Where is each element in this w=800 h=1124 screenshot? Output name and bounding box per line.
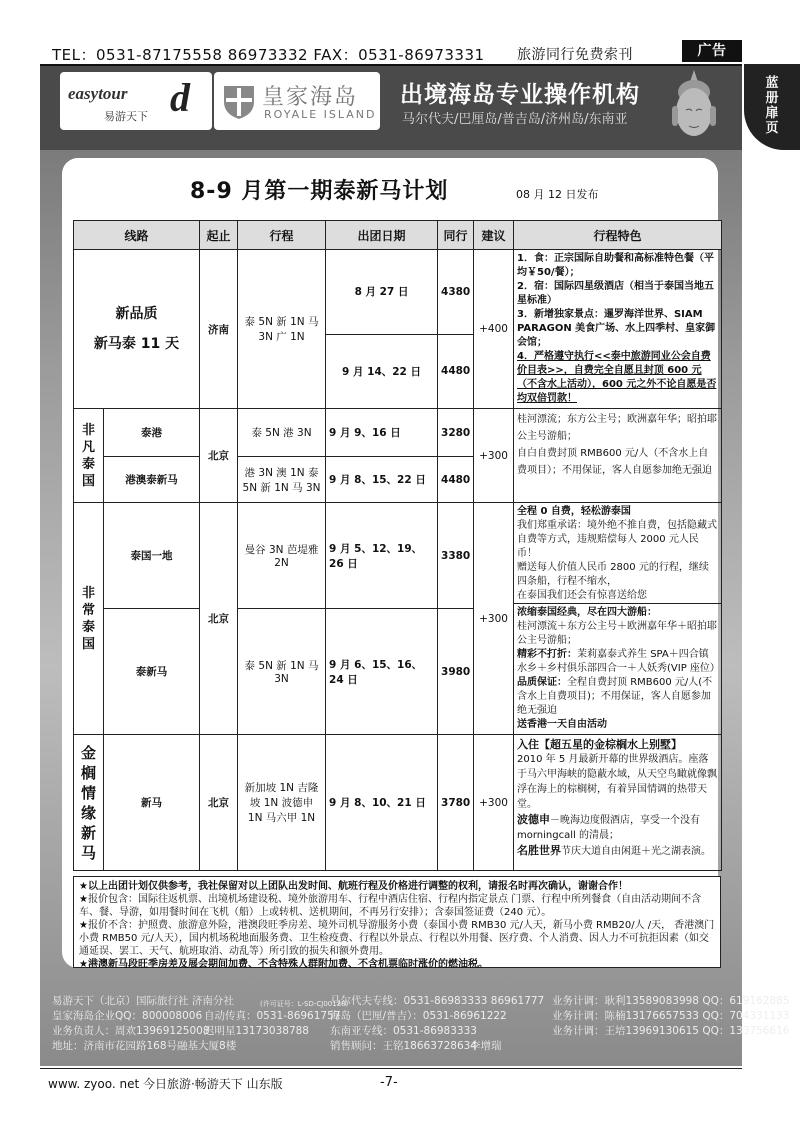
side-tab-label: 蓝册扉页 bbox=[765, 76, 779, 136]
buddha-head-icon bbox=[662, 68, 726, 148]
feature-text: －晚海边度假酒店，享受一个没有 morningcall 的清晨； bbox=[517, 815, 701, 841]
feature-label: 波德申 bbox=[517, 813, 551, 826]
route-price: 4480 bbox=[438, 457, 474, 503]
feature-line bbox=[517, 843, 718, 859]
page-footer bbox=[40, 1068, 742, 1093]
feature-line bbox=[517, 676, 718, 718]
contact-line: 皇家海岛企业QQ：800008006 bbox=[52, 1010, 203, 1022]
col-itinerary: 行程 bbox=[238, 221, 326, 250]
col-price: 同行 bbox=[438, 221, 474, 250]
route-suggest: +400 bbox=[474, 250, 514, 409]
logo-mark: d bbox=[170, 75, 190, 120]
plan-title: 8-9 月第一期泰新马计划 bbox=[190, 179, 449, 204]
route-city: 济南 bbox=[200, 250, 238, 409]
col-suggest: 建议 bbox=[474, 221, 514, 250]
col-city: 起止 bbox=[200, 221, 238, 250]
feature-text: 节庆大道自由闲逛＋光之湖表演。 bbox=[561, 846, 712, 857]
easytour-logo bbox=[60, 72, 212, 130]
route-date: 9 月 5、12、19、26 日 bbox=[326, 503, 438, 609]
route-itinerary: 泰 5N 港 3N bbox=[238, 409, 326, 457]
route-features bbox=[514, 250, 722, 409]
table-row bbox=[74, 409, 722, 457]
route-price: 4380 bbox=[438, 250, 474, 335]
route-features bbox=[514, 409, 722, 503]
feature-text: 茉莉嘉泰式养生 SPA＋四合镇水乡＋乡村俱乐部四合一＋人妖秀(VIP 座位） bbox=[517, 649, 720, 674]
note-line: ★报价包含：国际往返机票、出境机场建设税、境外旅游用车、行程中酒店住宿、行程内指定景点 门票、行程中所列餐食（自由活动期间不含车、餐、导游，如用餐时间在飞机（船）上或转机、送机期间，不再另行安排）；含泰国签证费（240 元）。 bbox=[79, 894, 702, 918]
route-itinerary: 港 3N 澳 1N 泰 5N 新 1N 马 3N bbox=[238, 457, 326, 503]
feature-line bbox=[517, 648, 718, 676]
route-name: 新马 bbox=[104, 735, 200, 871]
logo2-en: ROYALE ISLAND bbox=[264, 108, 377, 121]
route-name bbox=[74, 250, 200, 409]
feature-line: 桂河漂流；东方公主号；欧洲嘉年华；昭拍耶公主号游船； bbox=[517, 414, 718, 442]
route-city: 北京 bbox=[200, 503, 238, 735]
logo-wordmark: easytour bbox=[68, 84, 128, 103]
contact-line: 业务负责人：周欢13969125008 bbox=[52, 1025, 210, 1037]
contact-line: 业务计调：王培13969130615 QQ：133756616 bbox=[552, 1025, 790, 1037]
header-title: 出境海岛专业操作机构 bbox=[400, 82, 640, 108]
note-line: ★报价不含：护照费、旅游意外险，港澳段旺季房差、境外司机导游服务小费（泰国小费 RMB30 元/人天，新马小费 RMB20/人 /天， 香港澳门小费 RMB50 元/人天），国内机场税地面服务费、卫生检疫费、行程以外景点、行程以外用餐、医疗费、个人消费、因人力不可抗拒因素（如交通延误、罢工、天气、航班取消、动乱等）所引致的损失和额外费用。 bbox=[79, 920, 715, 957]
top-slogan: 旅游同行免费索刊 bbox=[517, 47, 633, 63]
route-date: 9 月 8、15、22 日 bbox=[326, 457, 438, 503]
route-city: 北京 bbox=[200, 409, 238, 503]
contact-line: 销售顾问：王铭18663728634 bbox=[330, 1040, 477, 1052]
route-name: 泰新马 bbox=[104, 609, 200, 735]
route-date: 9 月 6、15、16、24 日 bbox=[326, 609, 438, 735]
contact-block bbox=[52, 994, 790, 1054]
contact-agency: 易游天下（北京）国际旅行社 济南分社 bbox=[52, 995, 234, 1007]
feature-line bbox=[517, 812, 718, 843]
route-suggest: +300 bbox=[474, 735, 514, 871]
route-price: 3780 bbox=[438, 735, 474, 871]
feature-title: 浓缩泰国经典，尽在四大游船： bbox=[517, 607, 658, 618]
notes-box bbox=[73, 876, 721, 968]
feature-title: 全程 0 自费，轻松游泰国 bbox=[517, 506, 631, 517]
side-tab bbox=[744, 64, 800, 150]
table-row bbox=[74, 250, 722, 335]
table-row bbox=[74, 735, 722, 871]
route-price: 3380 bbox=[438, 503, 474, 609]
route-name-line2: 新马泰 11 天 bbox=[93, 336, 180, 352]
col-route: 线路 bbox=[74, 221, 200, 250]
contact-line: 东南亚专线：0531-86983333 bbox=[330, 1025, 477, 1037]
route-suggest: +300 bbox=[474, 409, 514, 503]
contact-line: 马尔代夫专线：0531-86983333 86961777 bbox=[330, 995, 545, 1007]
route-date: 8 月 27 日 bbox=[326, 250, 438, 335]
route-price: 3280 bbox=[438, 409, 474, 457]
royale-island-logo bbox=[214, 72, 380, 130]
route-name: 泰国一地 bbox=[104, 503, 200, 609]
logo-sub: 易游天下 bbox=[104, 110, 148, 123]
logo2-cn: 皇家海岛 bbox=[262, 85, 359, 110]
table-row bbox=[74, 503, 722, 609]
note-line: ★以上出团计划仅供参考，我社保留对以上团队出发时间、航班行程及价格进行调整的权利，请报名时再次确认，谢谢合作！ bbox=[79, 881, 628, 892]
feature-line: 4．严格遵守执行<<泰中旅游同业公会自费价目表>>，自费完全自愿且封顶 600 元（不含水上活动），600 元之外不论自愿是否均双倍罚款！ bbox=[517, 351, 717, 404]
tour-table bbox=[73, 220, 722, 871]
col-date: 出团日期 bbox=[326, 221, 438, 250]
route-name: 港澳泰新马 bbox=[104, 457, 200, 503]
feature-line: 2．宿：国际四星级酒店（相当于泰国当地五星标准） bbox=[517, 281, 714, 306]
col-features: 行程特色 bbox=[514, 221, 722, 250]
contact-line: 迟明星13173038788 bbox=[204, 1025, 309, 1037]
contact-line: 业务计调：耿利13589083998 QQ：619162885 bbox=[552, 995, 790, 1007]
route-date: 9 月 14、22 日 bbox=[326, 334, 438, 408]
contact-license: (许可证号：L-SD-CJ00138) bbox=[260, 1000, 349, 1008]
contact-line: 海岛（巴厘/普吉）：0531-86961222 bbox=[330, 1010, 507, 1022]
feature-line: 桂河漂流＋东方公主号＋欧洲嘉年华＋昭拍耶公主号游船； bbox=[517, 621, 718, 646]
route-name: 泰港 bbox=[104, 409, 200, 457]
route-itinerary: 泰 5N 新 1N 马 3N 广 1N bbox=[238, 250, 326, 409]
top-bar bbox=[52, 42, 742, 64]
contact-line: 业务计调：陈楠13176657533 QQ：704331133 bbox=[552, 1010, 790, 1022]
note-line: ★港澳新马段旺季房差及展会期间加费、不含特殊人群附加费、不含机票临时涨价的燃油税。 bbox=[79, 959, 488, 970]
route-city: 北京 bbox=[200, 735, 238, 871]
contact-line: 李增瑞 bbox=[470, 1040, 502, 1052]
feature-line: 我们郑重承诺：境外绝不推自费，包括隐藏式自费等方式，违规赔偿每人 2000 元人民币！ bbox=[517, 520, 718, 559]
route-date: 9 月 9、16 日 bbox=[326, 409, 438, 457]
route-name-line1: 新品质 bbox=[115, 306, 158, 322]
top-contact: TEL：0531-87175558 86973332 FAX：0531-86973331 bbox=[52, 46, 485, 64]
table-header-row bbox=[74, 221, 722, 250]
route-itinerary: 泰 5N 新 1N 马 3N bbox=[238, 609, 326, 735]
route-itinerary: 新加坡 1N 吉隆坡 1N 波德申 1N 马六甲 1N bbox=[238, 735, 326, 871]
group-label: 非常泰国 bbox=[74, 503, 104, 735]
ad-tag: 广告 bbox=[682, 40, 742, 62]
header-subtitle: 马尔代夫/巴厘岛/普吉岛/济州岛/东南亚 bbox=[402, 112, 628, 127]
feature-label: 名胜世界 bbox=[517, 844, 562, 857]
route-price: 3980 bbox=[438, 609, 474, 735]
contact-address: 地址：济南市花园路168号融基大厦8楼 bbox=[52, 1040, 237, 1052]
group-label: 非凡泰国 bbox=[74, 409, 104, 503]
feature-line: 在泰国我们还会有惊喜送给您 bbox=[517, 590, 648, 601]
route-features bbox=[514, 503, 722, 735]
feature-line: 3．新增独家景点：暹罗海洋世界、SIAM PARAGON 美食广场、水上四季村、皇家御会馆； bbox=[517, 309, 716, 348]
page-number: -7- bbox=[380, 1075, 398, 1090]
route-date: 9 月 8、10、21 日 bbox=[326, 735, 438, 871]
feature-label: 精彩不打折： bbox=[517, 649, 578, 660]
footer-site: www. zyoo. net 今日旅游·畅游天下 山东版 bbox=[48, 1077, 283, 1091]
feature-line: 2010 年 5 月最新开幕的世界级酒店。座落于马六甲海峡的隐蔽水域，从天空鸟瞰就像飘浮在海上的棕榈树，有着异国情调的热带天堂。 bbox=[517, 754, 718, 810]
contact-line: 自动传真：0531-86961757 bbox=[204, 1010, 341, 1022]
feature-line: 自白自费封顶 RMB600 元/人（不含水上自费项目）；不用保证，客人自愿参加绝无强迫 bbox=[517, 448, 713, 476]
feature-label: 品质保证： bbox=[517, 677, 568, 688]
feature-line: 送香港一天自由活动 bbox=[517, 719, 608, 730]
shield-icon bbox=[222, 82, 256, 120]
feature-text: 全程自费封顶 RMB600 元/人(不含水上自费项目)；不用保证，客人自愿参加绝无强迫 bbox=[517, 677, 713, 716]
publish-date: 08 月 12 日发布 bbox=[516, 188, 599, 201]
group-label: 金榈情缘新马 bbox=[74, 735, 104, 871]
feature-line: 赠送每人价值人民币 2800 元的行程，继续四条船，行程不缩水， bbox=[517, 562, 709, 587]
feature-title: 入住【超五星的金棕榈水上别墅】 bbox=[517, 738, 683, 751]
route-features bbox=[514, 735, 722, 871]
route-price: 4480 bbox=[438, 334, 474, 408]
route-suggest: +300 bbox=[474, 503, 514, 735]
route-itinerary: 曼谷 3N 芭堤雅 2N bbox=[238, 503, 326, 609]
feature-line: 1．食：正宗国际自助餐和高标准特色餐（平均￥50/餐）； bbox=[517, 253, 714, 278]
